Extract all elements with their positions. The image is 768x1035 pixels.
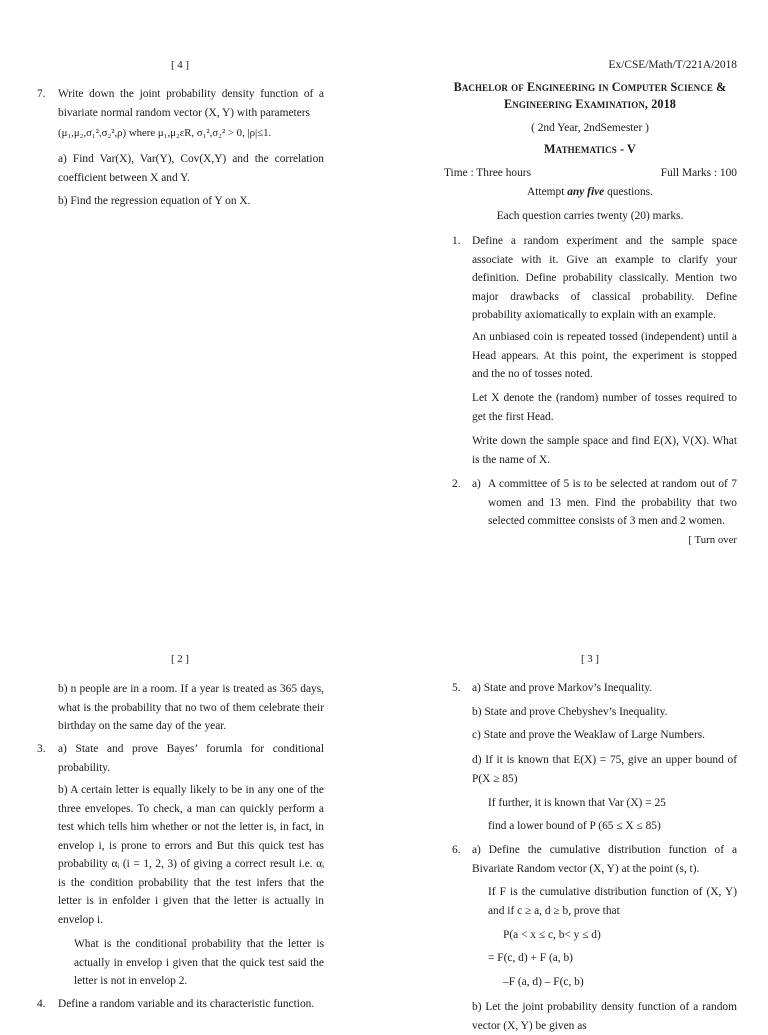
- subject: Mathematics - V: [544, 142, 636, 156]
- marks-instruction: Each question carries twenty (20) marks.: [496, 210, 684, 222]
- equation-line-3: –F (a, d) – F(c, b): [503, 976, 584, 988]
- sub-question-d-line2: If further, it is known that Var (X) = 25: [488, 797, 666, 809]
- question-text: Define a random variable and its characteristic function.: [58, 998, 315, 1010]
- question-number: 1.: [452, 235, 461, 247]
- year-semester: ( 2nd Year, 2ndSemester ): [531, 122, 649, 134]
- sub-question-d: d) If it is known that E(X) = 75, give an upper bound of P(X ≥ 85): [472, 754, 737, 785]
- turn-over: [ Turn over: [688, 534, 737, 546]
- sub-question-b: b) Let the joint probability density function of a random vector (X, Y) be given as: [472, 1001, 737, 1032]
- sub-question-c: c) State and prove the Weaklaw of Large Numbers.: [472, 729, 706, 741]
- sub-question-a: a) Find Var(X), Var(Y), Cov(X,Y) and the correlation coefficient between X and Y.: [58, 153, 324, 184]
- sub-question-a-continued: If F is the cumulative distribution function of (X, Y) and if c ≥ a, d ≥ b, prove that: [488, 886, 737, 917]
- equation-line-1: P(a < x ≤ c, b< y ≤ d): [503, 929, 601, 941]
- question-number: 2.: [452, 478, 461, 490]
- sub-question-a: a) State and prove Markov’s Inequality.: [472, 682, 653, 694]
- sub-question-b: b) State and prove Chebyshev’s Inequality.: [472, 706, 668, 718]
- question-number: 4.: [37, 998, 46, 1010]
- parameter-list: (μ₁,μ₂,σ₁²,σ₂²,ρ) where μ₁,μ₂εR, σ₁²,σ₂² > 0, |ρ|≤1.: [58, 127, 272, 139]
- attempt-instruction: Attempt any five questions.: [527, 186, 653, 198]
- question-paragraph: An unbiased coin is repeated tossed (independent) until a Head appears. At this point, the experiment is stopped and the no of tosses noted.: [472, 331, 737, 380]
- sub-question-d-line3: find a lower bound of P (65 ≤ X ≤ 85): [488, 820, 661, 832]
- page-number-4: [ 4 ]: [171, 59, 189, 71]
- question-number: 7.: [37, 88, 46, 100]
- full-marks: Full Marks : 100: [660, 167, 737, 179]
- exam-title-line2: Engineering Examination, 2018: [503, 97, 676, 111]
- sub-question-a: A committee of 5 is to be selected at random out of 7 women and 13 men. Find the probability that two selected committee consists of 3 men and 2 women.: [488, 478, 737, 527]
- sub-question-label: a): [472, 478, 481, 490]
- equation-line-2: = F(c, d) + F (a, b): [488, 952, 573, 964]
- exam-title-line1: Bachelor of Engineering in Computer Science &: [453, 80, 727, 94]
- exam-code: Ex/CSE/Math/T/221A/2018: [608, 59, 737, 71]
- page-number-2: [ 2 ]: [171, 653, 189, 665]
- question-paragraph: Let X denote the (random) number of tosses required to get the first Head.: [472, 392, 737, 423]
- question-2-b: b) n people are in a room. If a year is treated as 365 days, what is the probability that no two of them celebrate their birthday on the same day of the year.: [58, 683, 324, 732]
- question-paragraph: Write down the sample space and find E(X), V(X). What is the name of X.: [472, 435, 737, 466]
- page-number-3: [ 3 ]: [581, 653, 599, 665]
- question-text: Write down the joint probability density function of a bivariate normal random vector (X, Y) with parameters: [58, 88, 324, 119]
- sub-question-b-continued: What is the conditional probability that the letter is actually in envelop i given that the quick test said the letter is not in envelop 2.: [74, 938, 324, 987]
- sub-question-a: a) State and prove Bayes’ forumla for conditional probability.: [58, 743, 324, 774]
- sub-question-b: b) Find the regression equation of Y on X.: [58, 195, 251, 207]
- sub-question-a: a) Define the cumulative distribution function of a Bivariate Random vector (X, Y) at the point (s, t).: [472, 844, 737, 875]
- time-allowed: Time : Three hours: [444, 167, 532, 179]
- sub-question-b: b) A certain letter is equally likely to be in any one of the three envelopes. To check, a man can quickly perform a test which tells him whether or not the letter is, in fact, in envelop i, is prone to errors and But this quick test has probability αᵢ (i = 1, 2, 3) of giving a correct result i.e. αᵢ is the condition probability that the test infers that the letter is in enfolder i given that the letter is actually in envelop i.: [58, 784, 324, 926]
- question-number: 3.: [37, 743, 46, 755]
- question-number: 5.: [452, 682, 461, 694]
- question-paragraph: Define a random experiment and the sample space associate with it. Give an example to clarify your definition. Define probability classically. Mention two major drawbacks of classical probability. Define probability axiomatically to explain with an example.: [472, 235, 737, 321]
- question-number: 6.: [452, 844, 461, 856]
